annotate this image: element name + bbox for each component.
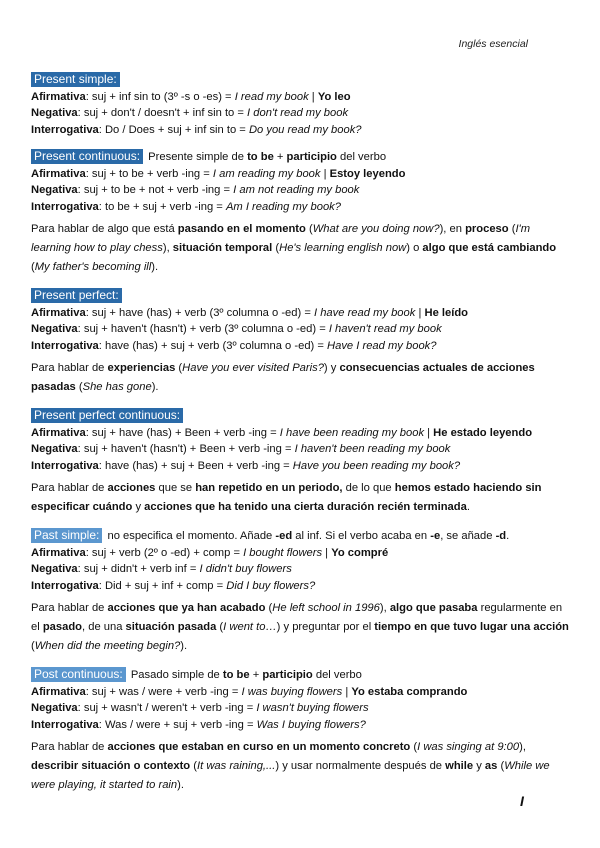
text-segment: Para hablar de xyxy=(31,741,108,753)
bold-text: Negativa xyxy=(31,443,78,455)
form-row xyxy=(31,199,571,216)
example-text: I read my book xyxy=(234,90,309,103)
document-body xyxy=(31,72,571,806)
text-segment: : suj + to be + not + verb -ing = xyxy=(77,184,234,196)
bold-text: experiencias xyxy=(107,362,176,374)
section-title-badge: Present perfect: xyxy=(31,288,122,303)
example-text: He left school in 1996 xyxy=(272,602,380,614)
tense-section xyxy=(31,528,571,656)
form-row xyxy=(31,166,571,183)
bold-text: Afirmativa xyxy=(31,685,86,698)
bold-text: -d xyxy=(495,530,507,542)
text-segment: no especifica el momento. Añade xyxy=(104,530,276,542)
text-segment: : Was / were + suj + verb -ing = xyxy=(98,718,257,731)
form-row xyxy=(31,578,571,595)
text-segment: ). xyxy=(151,261,159,273)
form-row xyxy=(31,105,571,122)
bold-text: Afirmativa xyxy=(31,90,86,103)
text-segment: regularmente en el xyxy=(31,602,563,633)
bold-text: han repetido en un periodo, xyxy=(195,482,343,494)
form-row xyxy=(31,545,571,562)
form-row xyxy=(31,182,571,199)
text-segment: que se xyxy=(155,482,196,494)
bold-text: Negativa xyxy=(31,184,78,196)
text-segment: | xyxy=(342,685,352,698)
example-text: I am reading my book xyxy=(212,167,321,180)
section-heading xyxy=(31,667,571,684)
form-row xyxy=(31,305,571,322)
bold-text: Afirmativa xyxy=(31,306,86,319)
text-segment: ( xyxy=(265,602,273,614)
text-segment: : have (has) + suj + Been + verb -ing = xyxy=(98,459,293,472)
bold-text: acciones que estaban en curso en un momento concreto xyxy=(107,741,411,753)
form-row xyxy=(31,89,571,106)
text-segment: | xyxy=(415,306,425,319)
text-segment: : suj + was / were + verb -ing = xyxy=(85,685,242,698)
text-segment: : have (has) + suj + verb (3º columna o -ed) = xyxy=(98,339,328,352)
page-number: I xyxy=(520,793,524,809)
text-segment: + xyxy=(249,669,263,681)
section-heading xyxy=(31,288,571,305)
form-row xyxy=(31,700,571,717)
bold-text: algo que está cambiando xyxy=(422,242,557,254)
bold-text: Interrogativa xyxy=(31,200,99,213)
example-text: He's learning english now xyxy=(279,242,407,254)
text-segment: al inf. Si el verbo acaba en xyxy=(292,530,431,542)
example-text: I was buying flowers xyxy=(241,685,343,698)
text-segment: Pasado simple de xyxy=(127,669,223,681)
example-text: I'm learning how to play chess xyxy=(31,223,531,254)
text-segment: : suj + don't / doesn't + inf sin to = xyxy=(77,107,248,119)
bold-text: Interrogativa xyxy=(31,459,99,472)
text-segment: : suj + verb (2º o -ed) + comp = xyxy=(85,546,244,559)
bold-text: Yo estaba comprando xyxy=(351,685,468,698)
text-segment: . xyxy=(466,501,470,513)
form-row xyxy=(31,684,571,701)
text-segment: ( xyxy=(31,640,35,652)
text-segment: | xyxy=(424,426,434,439)
example-text: I bought flowers xyxy=(243,546,323,559)
tense-section xyxy=(31,149,571,277)
bold-text: algo que pasaba xyxy=(389,602,478,614)
text-segment: ( xyxy=(410,741,418,753)
bold-text: He leído xyxy=(424,306,468,319)
usage-paragraph xyxy=(31,738,571,795)
example-text: Have you ever visited Paris? xyxy=(182,362,324,374)
bold-text: acciones xyxy=(107,482,156,494)
text-segment: . xyxy=(506,530,510,542)
example-text: When did the meeting begin? xyxy=(34,640,181,652)
page-header: Inglés esencial xyxy=(458,38,528,50)
text-segment: ), xyxy=(379,602,390,614)
text-segment: ). xyxy=(151,381,159,393)
section-heading xyxy=(31,528,571,545)
text-segment: : Do / Does + suj + inf sin to = xyxy=(98,123,249,136)
bold-text: situación temporal xyxy=(172,242,273,254)
text-segment: del verbo xyxy=(312,669,362,681)
usage-paragraph xyxy=(31,359,571,397)
text-segment: Para hablar de xyxy=(31,362,108,374)
section-title-badge: Present continuous: xyxy=(31,149,143,164)
text-segment: Para hablar de xyxy=(31,482,108,494)
bold-text: participio xyxy=(262,669,313,681)
bold-text: Interrogativa xyxy=(31,339,99,352)
text-segment: | xyxy=(308,90,318,103)
bold-text: pasando en el momento xyxy=(177,223,306,235)
bold-text: Interrogativa xyxy=(31,579,99,592)
bold-text: acciones que ya han acabado xyxy=(107,602,266,614)
bold-text: Interrogativa xyxy=(31,123,99,136)
form-row xyxy=(31,425,571,442)
text-segment: Para hablar de algo que está xyxy=(31,223,178,235)
form-row xyxy=(31,458,571,475)
text-segment: de lo que xyxy=(342,482,395,494)
section-title-badge: Present simple: xyxy=(31,72,120,87)
form-row xyxy=(31,321,571,338)
bold-text: Afirmativa xyxy=(31,546,86,559)
example-text: I have read my book xyxy=(313,306,416,319)
text-segment: | xyxy=(320,167,330,180)
usage-paragraph xyxy=(31,220,571,277)
text-segment: y xyxy=(132,501,145,513)
example-text: I haven't read my book xyxy=(328,323,442,335)
bold-text: Negativa xyxy=(31,563,78,575)
text-segment: ( xyxy=(190,760,197,772)
text-segment: ). xyxy=(177,779,184,791)
section-title-badge: Post continuous: xyxy=(31,667,126,682)
bold-text: Yo leo xyxy=(317,90,351,103)
example-text: I went to… xyxy=(223,621,277,633)
text-segment: + xyxy=(273,151,287,163)
text-segment: ( xyxy=(75,381,83,393)
bold-text: pasado xyxy=(42,621,82,633)
text-segment: : Did + suj + inf + comp = xyxy=(98,579,227,592)
text-segment: ) y usar normalmente después de xyxy=(275,760,446,772)
example-text: I didn't buy flowers xyxy=(199,563,292,575)
bold-text: describir situación o contexto xyxy=(31,760,191,772)
text-segment: : suj + haven't (hasn't) + verb (3º columna o -ed) = xyxy=(77,323,329,335)
example-text: Was I buying flowers? xyxy=(256,718,366,731)
tense-section xyxy=(31,288,571,397)
bold-text: He estado leyendo xyxy=(433,426,533,439)
example-text: While we were playing, it started to rain xyxy=(31,760,550,791)
form-row xyxy=(31,561,571,578)
section-heading xyxy=(31,149,571,166)
form-row xyxy=(31,338,571,355)
example-text: I have been reading my book xyxy=(279,426,425,439)
tense-section xyxy=(31,408,571,517)
usage-paragraph xyxy=(31,479,571,517)
text-segment: : suj + inf sin to (3º -s o -es) = xyxy=(85,90,235,103)
example-text: Have I read my book? xyxy=(327,339,437,352)
text-segment: Presente simple de xyxy=(145,151,248,163)
bold-text: Negativa xyxy=(31,323,78,335)
text-segment: ) y preguntar por el xyxy=(276,621,375,633)
section-heading xyxy=(31,72,571,89)
example-text: Am I reading my book? xyxy=(225,200,341,213)
example-text: I wasn't buying flowers xyxy=(256,702,369,714)
form-row xyxy=(31,122,571,139)
text-segment: del verbo xyxy=(336,151,387,163)
text-segment: : suj + wasn't / weren't + verb -ing = xyxy=(77,702,257,714)
example-text: What are you doing now? xyxy=(312,223,440,235)
bold-text: proceso xyxy=(465,223,509,235)
bold-text: participio xyxy=(286,151,337,163)
example-text: My father's becoming ill xyxy=(34,261,152,273)
section-title-badge: Past simple: xyxy=(31,528,102,543)
example-text: I don't read my book xyxy=(247,107,349,119)
bold-text: Negativa xyxy=(31,702,78,714)
text-segment: ( xyxy=(216,621,224,633)
text-segment: | xyxy=(322,546,332,559)
bold-text: to be xyxy=(247,151,274,163)
bold-text: Estoy leyendo xyxy=(329,167,406,180)
bold-text: Negativa xyxy=(31,107,78,119)
text-segment: ( xyxy=(305,223,313,235)
bold-text: to be xyxy=(222,669,250,681)
bold-text: as xyxy=(484,760,498,772)
example-text: I am not reading my book xyxy=(233,184,360,196)
bold-text: tiempo en que tuvo lugar una acción xyxy=(374,621,569,633)
text-segment: ) y xyxy=(323,362,340,374)
text-segment: ( xyxy=(175,362,183,374)
section-title-badge: Present perfect continuous: xyxy=(31,408,183,423)
bold-text: consecuencias actuales de acciones pasadas xyxy=(31,362,535,393)
bold-text: hemos estado haciendo sin especificar cuándo xyxy=(31,482,542,513)
text-segment: : suj + to be + verb -ing = xyxy=(85,167,213,180)
section-heading xyxy=(31,408,571,425)
bold-text: while xyxy=(445,760,474,772)
example-text: She has gone xyxy=(82,381,152,393)
bold-text: Yo compré xyxy=(331,546,389,559)
text-segment: ( xyxy=(272,242,280,254)
bold-text: -e xyxy=(430,530,441,542)
text-segment: : suj + have (has) + Been + verb -ing = xyxy=(85,426,280,439)
text-segment: , se añade xyxy=(440,530,496,542)
text-segment: Para hablar de xyxy=(31,602,108,614)
text-segment: : suj + haven't (hasn't) + Been + verb -ing = xyxy=(77,443,295,455)
example-text: I haven't been reading my book xyxy=(294,443,451,455)
text-segment: ( xyxy=(497,760,505,772)
text-segment: ), en xyxy=(439,223,466,235)
example-text: Have you been reading my book? xyxy=(292,459,461,472)
text-segment: , de una xyxy=(82,621,126,633)
text-segment: ( xyxy=(31,261,35,273)
bold-text: Afirmativa xyxy=(31,167,86,180)
tense-section xyxy=(31,72,571,138)
text-segment: ) o xyxy=(406,242,423,254)
bold-text: -ed xyxy=(275,530,293,542)
text-segment: ( xyxy=(508,223,516,235)
form-row xyxy=(31,717,571,734)
bold-text: acciones que ha tenido una cierta duración recién terminada xyxy=(144,501,467,513)
text-segment: y xyxy=(473,760,485,772)
example-text: It was raining,... xyxy=(197,760,276,772)
example-text: Do you read my book? xyxy=(248,123,362,136)
usage-paragraph xyxy=(31,599,571,656)
text-segment: ), xyxy=(519,741,526,753)
bold-text: Interrogativa xyxy=(31,718,99,731)
example-text: Did I buy flowers? xyxy=(226,579,316,592)
bold-text: situación pasada xyxy=(125,621,217,633)
text-segment: ), xyxy=(162,242,173,254)
text-segment: ). xyxy=(180,640,188,652)
text-segment: : suj + didn't + verb inf = xyxy=(77,563,200,575)
tense-section xyxy=(31,667,571,795)
bold-text: Afirmativa xyxy=(31,426,86,439)
text-segment: : suj + have (has) + verb (3º columna o -ed) = xyxy=(85,306,314,319)
example-text: I was singing at 9:00 xyxy=(417,741,520,753)
text-segment: : to be + suj + verb -ing = xyxy=(98,200,226,213)
form-row xyxy=(31,441,571,458)
